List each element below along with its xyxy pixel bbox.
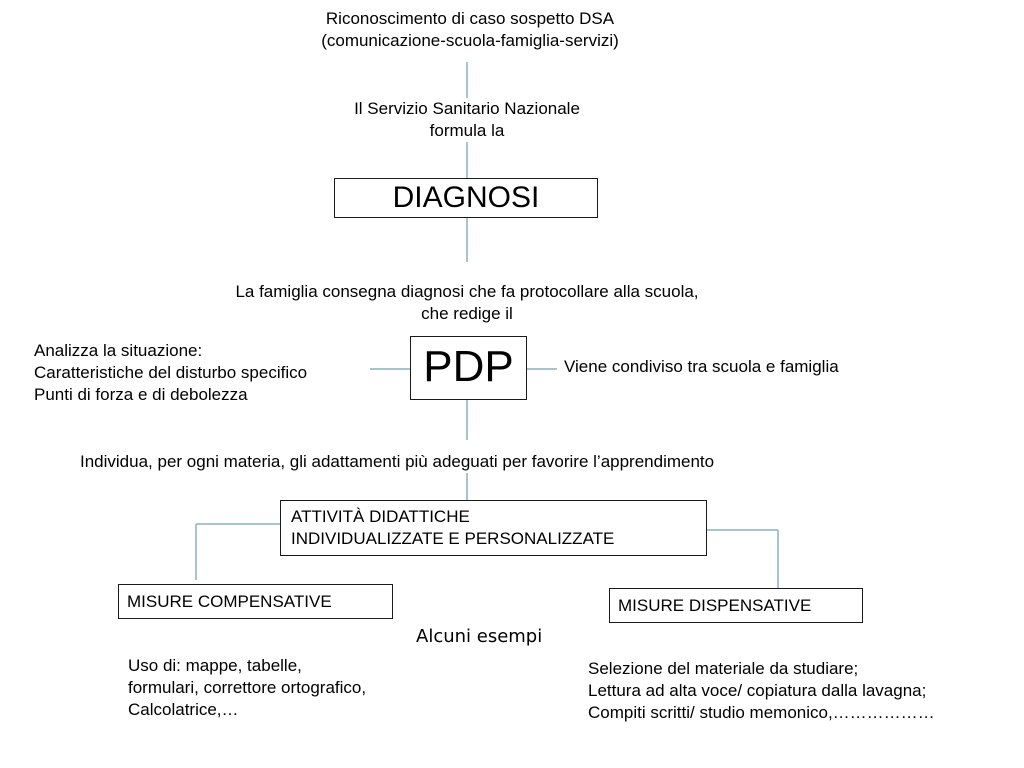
dispensative-label: MISURE DISPENSATIVE bbox=[618, 596, 812, 615]
condiviso-text: Viene condiviso tra scuola e famiglia bbox=[564, 357, 839, 376]
top-text bbox=[260, 8, 680, 52]
ssn-text-line2: formula la bbox=[429, 121, 505, 140]
ssn-text bbox=[292, 98, 642, 142]
compensative-example-line2: formulari, correttore ortografico, bbox=[128, 678, 367, 697]
attivita-line2: INDIVIDUALIZZATE E PERSONALIZZATE bbox=[291, 529, 615, 548]
attivita-box bbox=[280, 500, 707, 556]
compensative-examples bbox=[128, 655, 366, 721]
compensative-example-line1: Uso di: mappe, tabelle, bbox=[128, 656, 302, 675]
dispensative-example-line1: Selezione del materiale da studiare; bbox=[588, 659, 859, 678]
dispensative-example-line2: Lettura ad alta voce/ copiatura dalla lavagna; bbox=[588, 681, 927, 700]
dispensative-box bbox=[609, 588, 863, 623]
analizza-text bbox=[34, 340, 307, 406]
esempi-heading: Alcuni esempi bbox=[416, 626, 543, 647]
top-text-line2: (comunicazione-scuola-famiglia-servizi) bbox=[321, 31, 619, 50]
individua-text: Individua, per ogni materia, gli adattamenti più adeguati per favorire l’apprendimento bbox=[80, 452, 715, 471]
pdp-label: PDP bbox=[423, 342, 514, 391]
attivita-line1: ATTIVITÀ DIDATTICHE bbox=[291, 507, 470, 526]
analizza-line1: Analizza la situazione: bbox=[34, 341, 203, 360]
famiglia-text-line2: che redige il bbox=[421, 304, 513, 323]
analizza-line3: Punti di forza e di debolezza bbox=[34, 385, 248, 404]
dispensative-examples bbox=[588, 658, 935, 724]
analizza-line2: Caratteristiche del disturbo specifico bbox=[34, 363, 308, 382]
compensative-label: MISURE COMPENSATIVE bbox=[127, 592, 332, 611]
famiglia-text bbox=[160, 281, 774, 325]
pdp-box bbox=[410, 336, 527, 400]
diagnosi-label: DIAGNOSI bbox=[392, 181, 540, 214]
compensative-example-line3: Calcolatrice,… bbox=[128, 700, 239, 719]
compensative-box bbox=[118, 584, 393, 619]
top-text-line1: Riconoscimento di caso sospetto DSA bbox=[325, 9, 615, 28]
diagnosi-box bbox=[334, 178, 598, 218]
famiglia-text-line1: La famiglia consegna diagnosi che fa protocollare alla scuola, bbox=[235, 282, 699, 301]
dispensative-example-line3: Compiti scritti/ studio memonico,……………… bbox=[588, 703, 935, 722]
ssn-text-line1: Il Servizio Sanitario Nazionale bbox=[354, 99, 580, 118]
